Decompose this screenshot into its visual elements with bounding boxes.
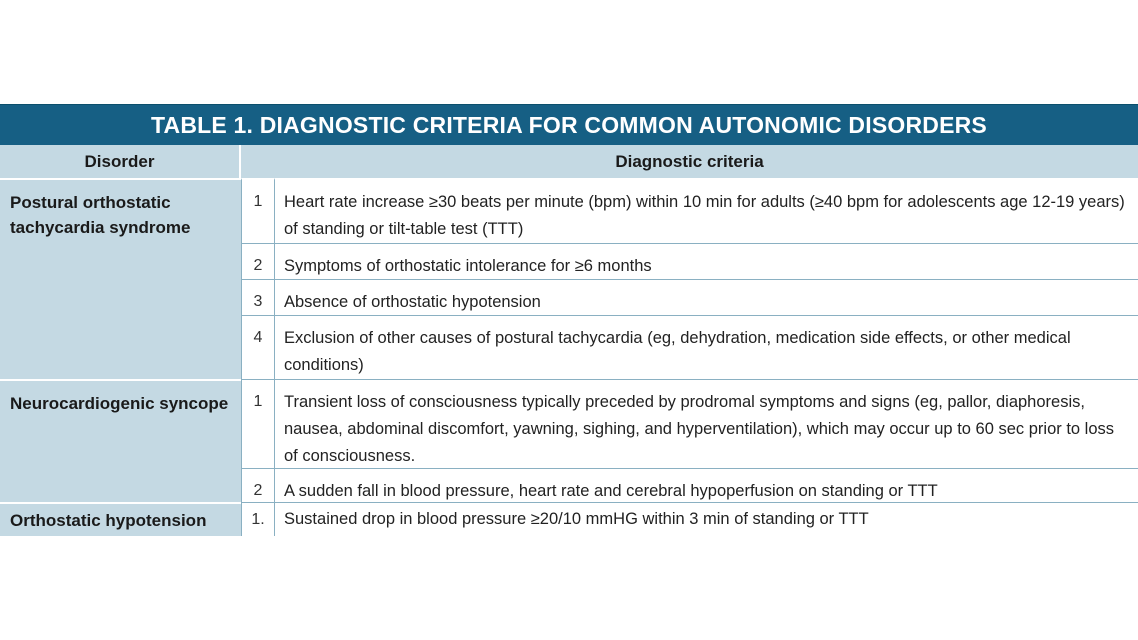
- table-title: TABLE 1. DIAGNOSTIC CRITERIA FOR COMMON AUTONOMIC DISORDERS: [0, 105, 1138, 145]
- criterion-number: 1: [241, 379, 274, 468]
- column-header-criteria: Diagnostic criteria: [241, 145, 1138, 178]
- criterion-number: 3: [241, 279, 274, 315]
- criterion-text: A sudden fall in blood pressure, heart rate and cerebral hypoperfusion on standing or TTT: [274, 468, 1138, 502]
- criteria-table: [0, 104, 1138, 536]
- disorder-cell-neurocardiogenic-syncope: Neurocardiogenic syncope: [0, 379, 241, 502]
- disorder-cell-orthostatic-hypotension: Orthostatic hypotension: [0, 502, 241, 536]
- disorder-cell-pots: Postural orthostatic tachycardia syndrome: [0, 178, 241, 379]
- criterion-text: Absence of orthostatic hypotension: [274, 279, 1138, 315]
- criterion-text: Exclusion of other causes of postural tachycardia (eg, dehydration, medication side effects, or other medical conditions): [274, 315, 1138, 379]
- criterion-number: 4: [241, 315, 274, 379]
- criterion-text: Transient loss of consciousness typically preceded by prodromal symptoms and signs (eg, pallor, diaphoresis, nausea, abdominal discomfort, yawning, sighing, and hyperventilation), which may occur up to 60 sec prior to loss of consciousness.: [274, 379, 1138, 468]
- criterion-number: 2: [241, 243, 274, 279]
- criterion-number: 1: [241, 178, 274, 243]
- criterion-number: 2: [241, 468, 274, 502]
- criterion-text: Sustained drop in blood pressure ≥20/10 mmHG within 3 min of standing or TTT: [274, 502, 1138, 536]
- criterion-text: Heart rate increase ≥30 beats per minute (bpm) within 10 min for adults (≥40 bpm for adolescents age 12-19 years) of standing or tilt-table test (TTT): [274, 178, 1138, 243]
- criterion-text: Symptoms of orthostatic intolerance for ≥6 months: [274, 243, 1138, 279]
- column-header-disorder: Disorder: [0, 145, 241, 178]
- criterion-number: 1.: [241, 502, 274, 536]
